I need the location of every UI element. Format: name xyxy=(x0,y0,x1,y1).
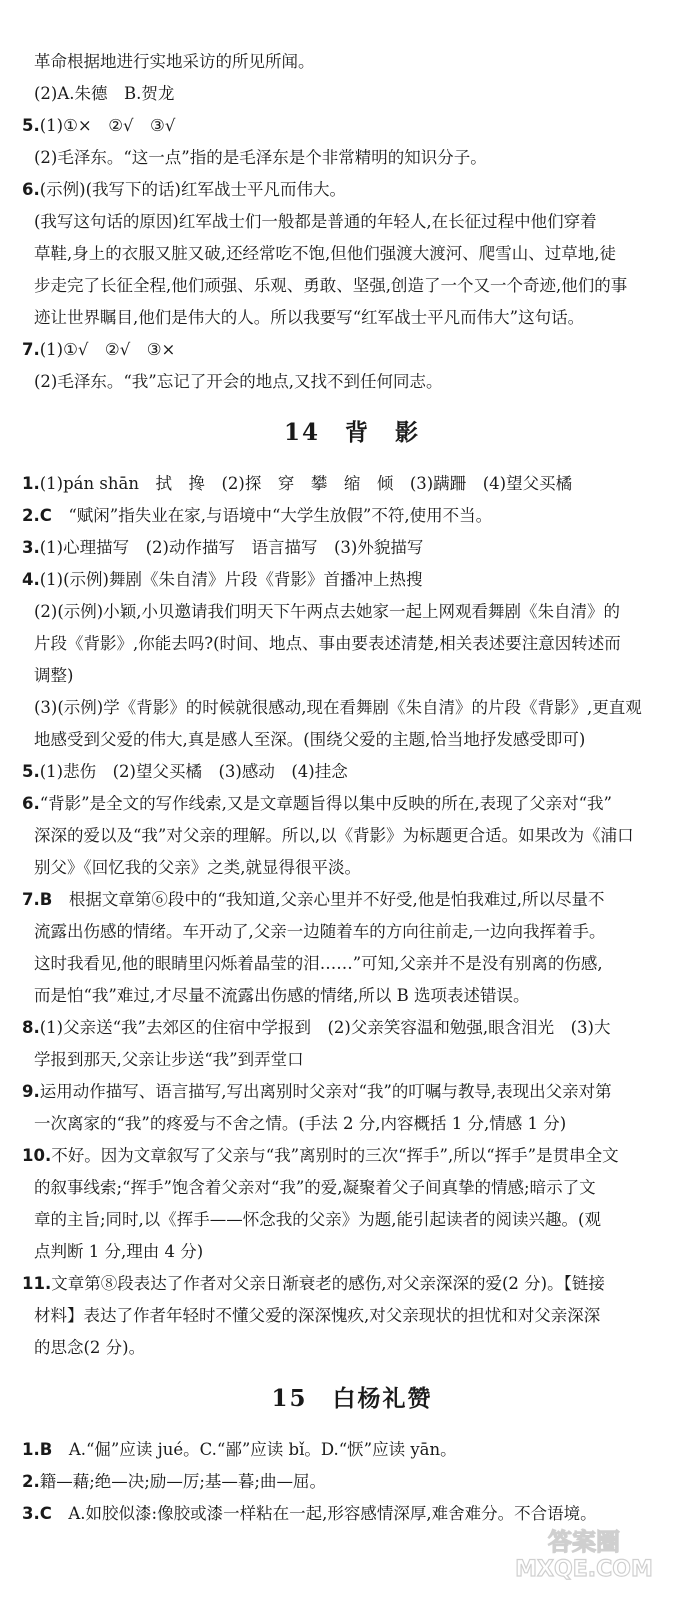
answer-text: 材料】表达了作者年轻时不懂父爱的深深愧疚,对父亲现状的担忧和对父亲深深 xyxy=(34,1306,601,1325)
question-number: 11. xyxy=(22,1274,52,1293)
answer-text: 调整) xyxy=(34,666,74,685)
answer-line xyxy=(22,1012,682,1044)
answer-line xyxy=(22,238,682,270)
answer-line xyxy=(22,532,682,564)
answer-text: “赋闲”指失业在家,与语境中“大学生放假”不符,使用不当。 xyxy=(51,506,493,525)
answer-line xyxy=(22,270,682,302)
answer-line xyxy=(22,1300,682,1332)
answer-line xyxy=(22,692,682,724)
answer-line xyxy=(22,852,682,884)
answer-line xyxy=(22,1434,682,1466)
answer-line xyxy=(22,1204,682,1236)
answer-line xyxy=(22,110,682,142)
answer-text: 运用动作描写、语言描写,写出离别时父亲对“我”的叮嘱与教导,表现出父亲对第 xyxy=(39,1082,612,1101)
answer-line xyxy=(22,366,682,398)
answer-text: 这时我看见,他的眼睛里闪烁着晶莹的泪……”可知,父亲并不是没有别离的伤感, xyxy=(34,954,603,973)
section-title: 14 背 影 xyxy=(283,419,420,446)
answer-text: 的思念(2 分)。 xyxy=(34,1338,146,1357)
answer-text: A.“倔”应读 jué。C.“鄙”应读 bǐ。D.“恹”应读 yān。 xyxy=(52,1440,457,1459)
answer-line xyxy=(22,142,682,174)
watermark-text-cn: 答案圈 xyxy=(548,1528,620,1556)
answer-text: (2)毛泽东。“这一点”指的是毛泽东是个非常精明的知识分子。 xyxy=(34,148,487,167)
answer-text: (示例)(我写下的话)红军战士平凡而伟大。 xyxy=(39,180,346,199)
question-number: 2. xyxy=(22,1472,40,1491)
question-number: 1.B xyxy=(22,1440,53,1459)
answer-text: 迹让世界瞩目,他们是伟大的人。所以我要写“红军战士平凡而伟大”这句话。 xyxy=(34,308,585,327)
answer-line xyxy=(22,884,682,916)
answer-text: (2)毛泽东。“我”忘记了开会的地点,又找不到任何同志。 xyxy=(34,372,443,391)
question-number: 8. xyxy=(22,1018,40,1037)
question-number: 7.B xyxy=(22,890,53,909)
question-number: 1. xyxy=(22,474,40,493)
answer-line xyxy=(22,660,682,692)
question-number: 5. xyxy=(22,116,40,135)
answer-line xyxy=(22,302,682,334)
answer-text: 点判断 1 分,理由 4 分) xyxy=(34,1242,204,1261)
answer-line xyxy=(22,468,682,500)
answer-text: 文章第⑧段表达了作者对父亲日渐衰老的感伤,对父亲深深的爱(2 分)。【链接 xyxy=(51,1274,605,1293)
answer-text: 根据文章第⑥段中的“我知道,父亲心里并不好受,他是怕我难过,所以尽量不 xyxy=(52,890,605,909)
answer-text: (1)父亲送“我”去郊区的住宿中学报到 (2)父亲笑容温和勉强,眼含泪光 (3)大 xyxy=(39,1018,611,1037)
answer-line xyxy=(22,334,682,366)
question-number: 2.C xyxy=(22,506,52,525)
answer-text: 而是怕“我”难过,才尽量不流露出伤感的情绪,所以 B 选项表述错误。 xyxy=(34,986,530,1005)
question-number: 6. xyxy=(22,180,40,199)
answer-text: (3)(示例)学《背影》的时候就很感动,现在看舞剧《朱自清》的片段《背影》,更直观 xyxy=(34,698,642,717)
answer-text: 片段《背影》,你能去吗?(时间、地点、事由要表述清楚,相关表述要注意因转述而 xyxy=(34,634,621,653)
answer-line xyxy=(22,1076,682,1108)
answer-text: (1)①√ ②√ ③× xyxy=(39,340,176,359)
answer-text: “背影”是全文的写作线索,又是文章题旨得以集中反映的所在,表现了父亲对“我” xyxy=(39,794,612,813)
answer-text: 地感受到父爱的伟大,真是感人至深。(围绕父爱的主题,恰当地抒发感受即可) xyxy=(34,730,586,749)
answer-text: (1)悲伤 (2)望父买橘 (3)感动 (4)挂念 xyxy=(39,762,348,781)
section-title: 15 白杨礼赞 xyxy=(271,1385,433,1412)
answer-text: (2)(示例)小颖,小贝邀请我们明天下午两点去她家一起上网观看舞剧《朱自清》的 xyxy=(34,602,620,621)
answer-line xyxy=(22,980,682,1012)
answer-line xyxy=(22,1332,682,1364)
answer-line xyxy=(22,1466,682,1498)
answer-line xyxy=(22,820,682,852)
answer-line xyxy=(22,1172,682,1204)
question-number: 3. xyxy=(22,538,40,557)
answer-line xyxy=(22,1268,682,1300)
answer-text: (1)心理描写 (2)动作描写 语言描写 (3)外貌描写 xyxy=(39,538,424,557)
answer-text: 草鞋,身上的衣服又脏又破,还经常吃不饱,但他们强渡大渡河、爬雪山、过草地,徒 xyxy=(34,244,616,263)
answer-text: 不好。因为文章叙写了父亲与“我”离别时的三次“挥手”,所以“挥手”是贯串全文 xyxy=(51,1146,619,1165)
question-number: 9. xyxy=(22,1082,40,1101)
answer-line xyxy=(22,1140,682,1172)
answer-line xyxy=(22,628,682,660)
answer-page xyxy=(22,46,682,1530)
answer-line xyxy=(22,1108,682,1140)
answer-text: (1)(示例)舞剧《朱自清》片段《背影》首播冲上热搜 xyxy=(39,570,423,589)
answer-text: 革命根据地进行实地采访的所见所闻。 xyxy=(34,52,315,71)
answer-line xyxy=(22,756,682,788)
answer-text: 步走完了长征全程,他们顽强、乐观、勇敢、坚强,创造了一个又一个奇迹,他们的事 xyxy=(34,276,628,295)
answer-text: (1)①× ②√ ③√ xyxy=(39,116,176,135)
answer-line xyxy=(22,1044,682,1076)
answer-text: 学报到那天,父亲让步送“我”到弄堂口 xyxy=(34,1050,304,1069)
question-number: 7. xyxy=(22,340,40,359)
answer-text: (2)A.朱德 B.贺龙 xyxy=(34,84,175,103)
answer-line xyxy=(22,948,682,980)
question-number: 4. xyxy=(22,570,40,589)
answer-text: 的叙事线索;“挥手”饱含着父亲对“我”的爱,凝聚着父子间真挚的情感;暗示了文 xyxy=(34,1178,596,1197)
answer-text: 章的主旨;同时,以《挥手——怀念我的父亲》为题,能引起读者的阅读兴趣。(观 xyxy=(34,1210,601,1229)
question-number: 10. xyxy=(22,1146,52,1165)
watermark-logo xyxy=(489,1524,679,1582)
answer-text: (我写这句话的原因)红军战士们一般都是普通的年轻人,在长征过程中他们穿着 xyxy=(34,212,597,231)
answer-text: 一次离家的“我”的疼爱与不舍之情。(手法 2 分,内容概括 1 分,情感 1 分) xyxy=(34,1114,567,1133)
answer-text: 流露出伤感的情绪。车开动了,父亲一边随着车的方向往前走,一边向我挥着手。 xyxy=(34,922,606,941)
answer-line xyxy=(22,500,682,532)
answer-line xyxy=(22,46,682,78)
watermark-text-en: MXQE.COM xyxy=(515,1557,653,1582)
answer-text: A.如胶似漆:像胶或漆一样粘在一起,形容感情深厚,难舍难分。不合语境。 xyxy=(51,1504,597,1523)
answer-line xyxy=(22,174,682,206)
answer-text: 深深的爱以及“我”对父亲的理解。所以,以《背影》为标题更合适。如果改为《浦口 xyxy=(34,826,634,845)
answer-line xyxy=(22,78,682,110)
answer-line xyxy=(22,724,682,756)
answer-line xyxy=(22,916,682,948)
answer-text: 别父》《回忆我的父亲》之类,就显得很平淡。 xyxy=(34,858,361,877)
answer-text: 籍—藉;绝—决;励—厉;基—暮;曲—屈。 xyxy=(39,1472,326,1491)
answer-line xyxy=(22,564,682,596)
question-number: 3.C xyxy=(22,1504,52,1523)
question-number: 5. xyxy=(22,762,40,781)
answer-line xyxy=(22,1236,682,1268)
answer-line xyxy=(22,206,682,238)
answer-line xyxy=(22,788,682,820)
answer-text: (1)pán shān 拭 搀 (2)探 穿 攀 缩 倾 (3)蹒跚 (4)望父买橘 xyxy=(39,474,573,493)
answer-line xyxy=(22,596,682,628)
question-number: 6. xyxy=(22,794,40,813)
